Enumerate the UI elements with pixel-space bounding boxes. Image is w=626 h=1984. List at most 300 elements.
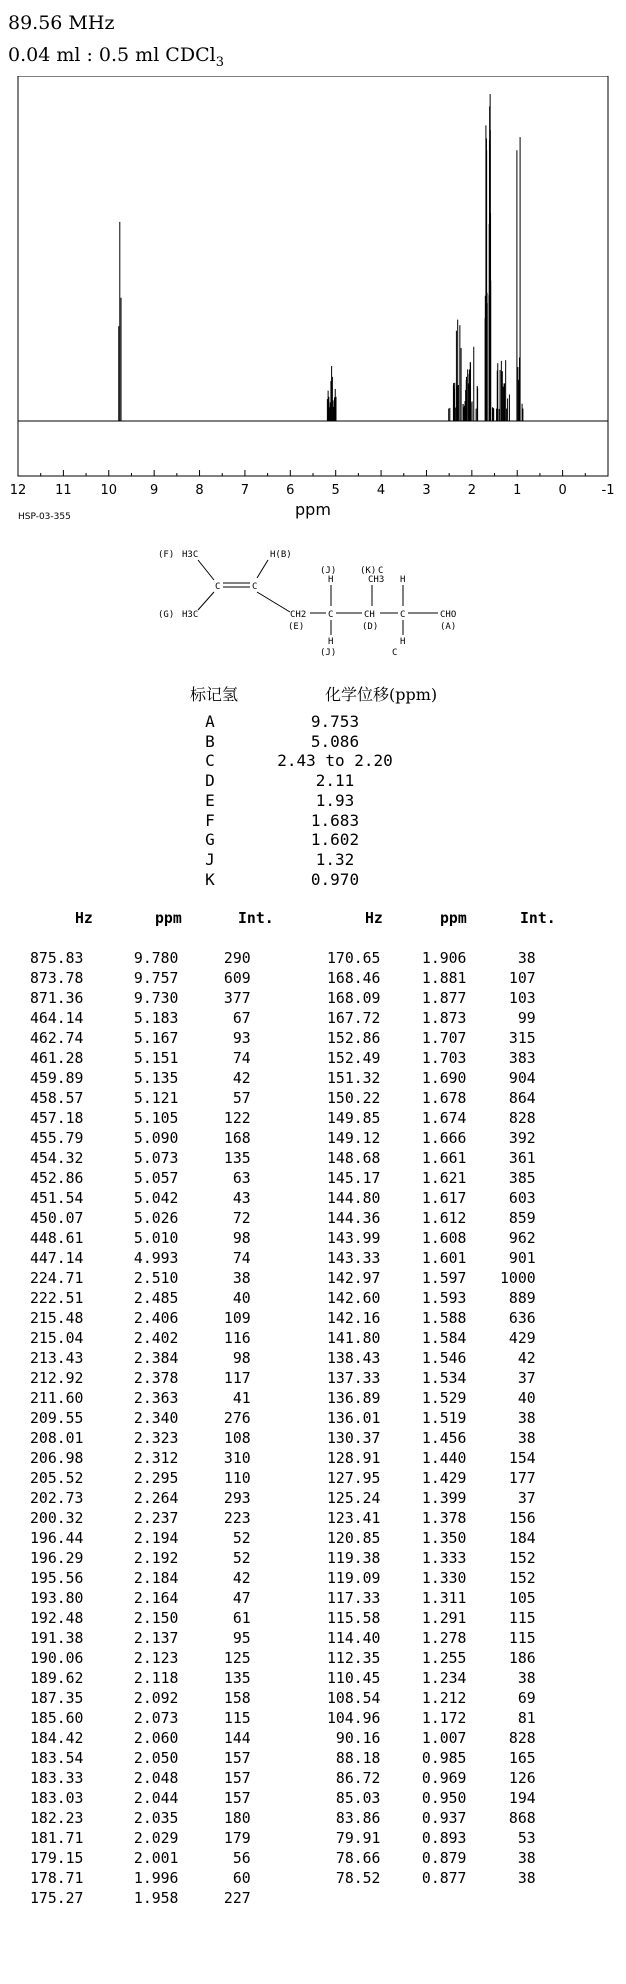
peak-cell-left-ppm: 2.118 — [125, 1670, 179, 1687]
peak-cell-left-int: 157 — [215, 1770, 251, 1787]
peak-cell-left-hz: 183.33 — [30, 1770, 84, 1787]
x-tick-label: 3 — [422, 483, 431, 498]
peak-cell-left-ppm: 2.264 — [125, 1490, 179, 1507]
assignment-shift: 1.93 — [315, 790, 355, 810]
peak-cell-right-hz: 144.80 — [327, 1190, 381, 1207]
peak-cell-right-hz: 127.95 — [327, 1470, 381, 1487]
peak-cell-left-hz: 190.06 — [30, 1650, 84, 1667]
peak-cell-right-hz: 142.60 — [327, 1290, 381, 1307]
peak-cell-right-hz: 120.85 — [327, 1530, 381, 1547]
peak-cell-right-int: 186 — [500, 1650, 536, 1667]
peak-cell-right-ppm: 1.456 — [413, 1430, 467, 1447]
assignment-col-shift: 化学位移(ppm) — [325, 685, 438, 704]
peak-cell-right-hz: 119.38 — [327, 1550, 381, 1567]
peak-cell-left-int: 95 — [215, 1630, 251, 1647]
peak-cell-right-ppm: 1.378 — [413, 1510, 467, 1527]
peak-cell-right-hz: 104.96 — [327, 1710, 381, 1727]
peak-cell-right-hz: 152.49 — [327, 1050, 381, 1067]
peak-cell-right-int: 115 — [500, 1610, 536, 1627]
peak-cell-left-hz: 196.29 — [30, 1550, 84, 1567]
peak-cell-right-hz: 119.09 — [327, 1570, 381, 1587]
peak-cell-left-ppm: 2.050 — [125, 1750, 179, 1767]
peak-cell-right-hz: 151.32 — [327, 1070, 381, 1087]
peak-cell-right-hz: 78.52 — [327, 1870, 381, 1887]
assignment-shift: 9.753 — [310, 712, 360, 731]
peak-cell-left-hz: 183.03 — [30, 1790, 84, 1807]
peak-cell-left-ppm: 2.060 — [125, 1730, 179, 1747]
peak-cell-left-ppm: 2.312 — [125, 1450, 179, 1467]
peak-cell-right-hz: 149.12 — [327, 1130, 381, 1147]
peak-cell-left-int: 157 — [215, 1750, 251, 1767]
bond-f — [198, 560, 214, 580]
peak-cell-right-int: 1000 — [500, 1270, 536, 1287]
label-A: (A) — [440, 622, 457, 632]
sample-info-text: 0.04 ml : 0.5 ml CDCl — [8, 44, 216, 66]
label-c2: C — [252, 582, 258, 592]
peak-cell-right-int: 828 — [500, 1730, 536, 1747]
spectrometer-frequency: 89.56 MHz — [8, 12, 115, 34]
peak-cell-left-int: 42 — [215, 1570, 251, 1587]
label-c1: C — [215, 582, 221, 592]
peak-cell-left-hz: 179.15 — [30, 1850, 84, 1867]
assignment-row — [185, 712, 485, 732]
x-tick-label: 2 — [467, 483, 476, 498]
peak-cell-right-int: 40 — [500, 1390, 536, 1407]
peak-cell-right-ppm: 1.612 — [413, 1210, 467, 1227]
peak-cell-left-hz: 457.18 — [30, 1110, 84, 1127]
peak-cell-left-hz: 185.60 — [30, 1710, 84, 1727]
peak-cell-left-hz: 202.73 — [30, 1490, 84, 1507]
peak-cell-left-int: 377 — [215, 990, 251, 1007]
header-ppm-right: ppm — [440, 910, 467, 927]
peak-cell-right-hz: 142.16 — [327, 1310, 381, 1327]
peak-cell-right-hz: 85.03 — [327, 1790, 381, 1807]
peak-cell-right-hz: 123.41 — [327, 1510, 381, 1527]
peak-cell-right-int: 315 — [500, 1030, 536, 1047]
label-D: (D) — [362, 622, 379, 632]
label-h-bot2: H — [400, 637, 406, 647]
peak-cell-left-ppm: 2.164 — [125, 1590, 179, 1607]
peak-cell-left-ppm: 2.044 — [125, 1790, 179, 1807]
peak-cell-left-int: 98 — [215, 1230, 251, 1247]
peak-cell-right-hz: 143.33 — [327, 1250, 381, 1267]
peak-cell-left-hz: 215.04 — [30, 1330, 84, 1347]
label-C-bottom: C — [392, 648, 398, 658]
peak-cell-right-ppm: 1.617 — [413, 1190, 467, 1207]
peak-cell-right-hz: 145.17 — [327, 1170, 381, 1187]
assignment-label: D — [205, 771, 215, 791]
peak-cell-right-int: 385 — [500, 1170, 536, 1187]
peak-cell-right-int: 38 — [500, 1870, 536, 1887]
peak-cell-right-hz: 168.09 — [327, 990, 381, 1007]
peak-cell-left-ppm: 2.485 — [125, 1290, 179, 1307]
peak-cell-left-hz: 182.23 — [30, 1810, 84, 1827]
peak-cell-right-ppm: 0.969 — [413, 1770, 467, 1787]
peak-cell-left-int: 57 — [215, 1090, 251, 1107]
peak-cell-right-int: 603 — [500, 1190, 536, 1207]
peak-cell-left-hz: 464.14 — [30, 1010, 84, 1027]
x-tick-label: 1 — [513, 483, 522, 498]
assignment-label: K — [205, 869, 215, 889]
assignment-row — [185, 791, 485, 811]
peak-cell-left-int: 63 — [215, 1170, 251, 1187]
peak-cell-left-int: 227 — [215, 1890, 251, 1907]
peak-cell-left-int: 117 — [215, 1370, 251, 1387]
peak-cell-right-hz: 136.89 — [327, 1390, 381, 1407]
spectrum-code: HSP-03-355 — [18, 512, 71, 522]
peak-cell-right-ppm: 1.440 — [413, 1450, 467, 1467]
peak-cell-right-ppm: 1.350 — [413, 1530, 467, 1547]
peak-cell-right-hz: 152.86 — [327, 1030, 381, 1047]
peak-cell-right-ppm: 0.877 — [413, 1870, 467, 1887]
label-ch3: CH3 — [368, 575, 385, 585]
peak-cell-right-ppm: 0.937 — [413, 1810, 467, 1827]
header-int-right: Int. — [520, 910, 556, 927]
peak-cell-left-hz: 189.62 — [30, 1670, 84, 1687]
peak-cell-right-ppm: 1.703 — [413, 1050, 467, 1067]
assignment-row — [185, 850, 485, 870]
peak-cell-left-hz: 187.35 — [30, 1690, 84, 1707]
peak-cell-left-hz: 200.32 — [30, 1510, 84, 1527]
peak-cell-right-ppm: 1.234 — [413, 1670, 467, 1687]
peak-cell-left-ppm: 5.105 — [125, 1110, 179, 1127]
peak-cell-left-int: 110 — [215, 1470, 251, 1487]
peak-cell-left-hz: 175.27 — [30, 1890, 84, 1907]
peak-cell-left-hz: 193.80 — [30, 1590, 84, 1607]
peak-cell-left-ppm: 5.121 — [125, 1090, 179, 1107]
peak-cell-left-int: 56 — [215, 1850, 251, 1867]
peak-cell-left-ppm: 1.996 — [125, 1870, 179, 1887]
assignment-row — [185, 751, 485, 771]
header-ppm-left: ppm — [155, 910, 182, 927]
peak-cell-left-int: 108 — [215, 1430, 251, 1447]
peak-cell-left-hz: 458.57 — [30, 1090, 84, 1107]
peak-cell-left-int: 52 — [215, 1550, 251, 1567]
peak-cell-right-hz: 167.72 — [327, 1010, 381, 1027]
peak-cell-right-int: 42 — [500, 1350, 536, 1367]
peak-cell-left-hz: 183.54 — [30, 1750, 84, 1767]
assignment-shift: 1.602 — [310, 830, 360, 850]
assignment-label: E — [205, 790, 215, 810]
peak-cell-left-int: 115 — [215, 1710, 251, 1727]
sample-info-subscript: 3 — [215, 54, 224, 70]
peak-cell-left-ppm: 2.001 — [125, 1850, 179, 1867]
peak-cell-left-hz: 454.32 — [30, 1150, 84, 1167]
peak-cell-right-ppm: 1.707 — [413, 1030, 467, 1047]
peak-cell-left-int: 223 — [215, 1510, 251, 1527]
x-axis-label: ppm — [295, 500, 331, 519]
peak-cell-right-ppm: 1.519 — [413, 1410, 467, 1427]
label-J-top: (J) — [320, 566, 337, 576]
label-ch2: CH2 — [290, 610, 307, 620]
peak-cell-right-int: 81 — [500, 1710, 536, 1727]
peak-cell-right-int: 115 — [500, 1630, 536, 1647]
assignment-label: C — [205, 751, 215, 771]
peak-cell-right-ppm: 1.621 — [413, 1170, 467, 1187]
peak-cell-right-int: 864 — [500, 1090, 536, 1107]
peak-cell-right-int: 126 — [500, 1770, 536, 1787]
peak-cell-left-int: 93 — [215, 1030, 251, 1047]
peak-cell-right-hz: 83.86 — [327, 1810, 381, 1827]
peak-cell-right-int: 38 — [500, 1670, 536, 1687]
header-hz-right: Hz — [365, 910, 383, 927]
x-tick-label: 10 — [100, 483, 118, 498]
peak-cell-left-int: 60 — [215, 1870, 251, 1887]
peak-cell-left-hz: 184.42 — [30, 1730, 84, 1747]
assignment-label: A — [205, 712, 215, 731]
label-E: (E) — [288, 622, 305, 632]
peak-cell-left-ppm: 2.402 — [125, 1330, 179, 1347]
peak-cell-left-ppm: 5.057 — [125, 1170, 179, 1187]
peak-cell-right-int: 904 — [500, 1070, 536, 1087]
peak-cell-left-int: 179 — [215, 1830, 251, 1847]
peak-cell-right-hz: 90.16 — [327, 1730, 381, 1747]
peak-cell-right-ppm: 1.278 — [413, 1630, 467, 1647]
peak-cell-left-ppm: 5.026 — [125, 1210, 179, 1227]
label-ch-d: CH — [364, 610, 375, 620]
peak-cell-right-int: 152 — [500, 1570, 536, 1587]
peak-cell-left-int: 157 — [215, 1790, 251, 1807]
peak-cell-right-ppm: 1.674 — [413, 1110, 467, 1127]
peak-cell-left-ppm: 2.192 — [125, 1550, 179, 1567]
label-h-bot1: H — [328, 637, 334, 647]
assignment-row — [185, 811, 485, 831]
peak-cell-left-ppm: 2.073 — [125, 1710, 179, 1727]
peak-cell-right-hz: 143.99 — [327, 1230, 381, 1247]
peak-cell-left-ppm: 2.137 — [125, 1630, 179, 1647]
peak-cell-right-ppm: 1.429 — [413, 1470, 467, 1487]
peak-cell-right-ppm: 1.212 — [413, 1690, 467, 1707]
peak-cell-right-int: 165 — [500, 1750, 536, 1767]
peak-cell-left-ppm: 2.406 — [125, 1310, 179, 1327]
peak-cell-right-hz: 115.58 — [327, 1610, 381, 1627]
peak-cell-left-int: 72 — [215, 1210, 251, 1227]
x-tick-label: 12 — [9, 483, 27, 498]
peak-cell-left-ppm: 5.183 — [125, 1010, 179, 1027]
peak-cell-right-hz: 79.91 — [327, 1830, 381, 1847]
peak-cell-left-hz: 212.92 — [30, 1370, 84, 1387]
peak-cell-left-hz: 447.14 — [30, 1250, 84, 1267]
peak-cell-left-hz: 455.79 — [30, 1130, 84, 1147]
peak-cell-right-int: 828 — [500, 1110, 536, 1127]
peak-cell-right-int: 99 — [500, 1010, 536, 1027]
peak-cell-left-ppm: 9.730 — [125, 990, 179, 1007]
peak-cell-right-hz: 149.85 — [327, 1110, 381, 1127]
peak-cell-left-ppm: 2.092 — [125, 1690, 179, 1707]
peak-cell-right-ppm: 1.291 — [413, 1610, 467, 1627]
peak-cell-right-int: 429 — [500, 1330, 536, 1347]
peak-cell-left-hz: 450.07 — [30, 1210, 84, 1227]
peak-cell-left-hz: 452.86 — [30, 1170, 84, 1187]
peak-cell-right-ppm: 0.879 — [413, 1850, 467, 1867]
peak-cell-left-ppm: 2.029 — [125, 1830, 179, 1847]
peak-cell-left-hz: 461.28 — [30, 1050, 84, 1067]
peak-cell-right-ppm: 1.255 — [413, 1650, 467, 1667]
structure-bonds — [198, 560, 438, 635]
peak-cell-left-int: 61 — [215, 1610, 251, 1627]
peak-cell-right-ppm: 1.661 — [413, 1150, 467, 1167]
peak-cell-left-ppm: 2.123 — [125, 1650, 179, 1667]
peak-cell-left-hz: 451.54 — [30, 1190, 84, 1207]
peak-cell-right-int: 154 — [500, 1450, 536, 1467]
peak-cell-left-ppm: 5.073 — [125, 1150, 179, 1167]
assignment-label: F — [205, 810, 215, 830]
peak-cell-right-ppm: 1.873 — [413, 1010, 467, 1027]
label-cho: CHO — [440, 610, 457, 620]
peak-cell-right-hz: 142.97 — [327, 1270, 381, 1287]
peak-cell-right-int: 53 — [500, 1830, 536, 1847]
peak-cell-left-ppm: 2.510 — [125, 1270, 179, 1287]
peak-cell-right-hz: 114.40 — [327, 1630, 381, 1647]
peak-cell-right-int: 962 — [500, 1230, 536, 1247]
peak-cell-left-int: 38 — [215, 1270, 251, 1287]
peak-cell-right-hz: 86.72 — [327, 1770, 381, 1787]
peak-cell-left-hz: 215.48 — [30, 1310, 84, 1327]
peak-cell-right-hz: 148.68 — [327, 1150, 381, 1167]
peak-cell-right-ppm: 1.666 — [413, 1130, 467, 1147]
peak-cell-left-hz: 192.48 — [30, 1610, 84, 1627]
x-tick-label: 5 — [331, 483, 340, 498]
peak-cell-left-ppm: 5.135 — [125, 1070, 179, 1087]
peak-cell-left-hz: 196.44 — [30, 1530, 84, 1547]
peak-cell-left-hz: 211.60 — [30, 1390, 84, 1407]
peak-cell-left-ppm: 2.048 — [125, 1770, 179, 1787]
peak-cell-right-ppm: 1.608 — [413, 1230, 467, 1247]
label-h-top1: H — [328, 575, 334, 585]
peak-cell-right-ppm: 1.172 — [413, 1710, 467, 1727]
assignment-shift: 5.086 — [310, 731, 360, 751]
peak-cell-left-hz: 181.71 — [30, 1830, 84, 1847]
peak-cell-right-ppm: 1.584 — [413, 1330, 467, 1347]
peak-cell-right-int: 38 — [500, 1850, 536, 1867]
assignment-shift: 2.43 to 2.20 — [277, 751, 393, 771]
bond-e — [257, 592, 290, 612]
peak-cell-left-int: 122 — [215, 1110, 251, 1127]
peak-cell-right-int: 859 — [500, 1210, 536, 1227]
peak-cell-right-ppm: 1.597 — [413, 1270, 467, 1287]
peak-cell-right-ppm: 1.881 — [413, 970, 467, 987]
peak-cell-left-int: 125 — [215, 1650, 251, 1667]
peak-cell-right-hz: 138.43 — [327, 1350, 381, 1367]
peak-cell-left-hz: 222.51 — [30, 1290, 84, 1307]
peak-cell-right-ppm: 0.985 — [413, 1750, 467, 1767]
header-int-left: Int. — [238, 910, 274, 927]
peak-cell-left-hz: 873.78 — [30, 970, 84, 987]
peak-cell-left-hz: 213.43 — [30, 1350, 84, 1367]
peak-cell-left-int: 144 — [215, 1730, 251, 1747]
peak-cell-right-int: 177 — [500, 1470, 536, 1487]
peak-cell-left-int: 43 — [215, 1190, 251, 1207]
peak-cell-left-int: 290 — [215, 950, 251, 967]
header-hz-left: Hz — [75, 910, 93, 927]
label-G: (G) — [158, 610, 175, 620]
assignment-shift: 0.970 — [310, 869, 360, 889]
peak-cell-left-ppm: 2.295 — [125, 1470, 179, 1487]
peak-cell-right-int: 889 — [500, 1290, 536, 1307]
peak-cell-right-int: 103 — [500, 990, 536, 1007]
peak-cell-left-int: 47 — [215, 1590, 251, 1607]
label-C-top: C — [378, 566, 384, 576]
peak-cell-left-ppm: 4.993 — [125, 1250, 179, 1267]
peak-cell-left-hz: 209.55 — [30, 1410, 84, 1427]
assignment-label: G — [205, 830, 215, 850]
peak-cell-left-hz: 462.74 — [30, 1030, 84, 1047]
peak-cell-right-hz: 170.65 — [327, 950, 381, 967]
peak-cell-right-hz: 150.22 — [327, 1090, 381, 1107]
bond-g — [198, 592, 214, 610]
peak-cell-right-int: 107 — [500, 970, 536, 987]
peak-cell-right-int: 38 — [500, 1430, 536, 1447]
peak-cell-left-ppm: 2.363 — [125, 1390, 179, 1407]
molecular-structure — [150, 540, 490, 670]
peak-cell-left-int: 180 — [215, 1810, 251, 1827]
peak-cell-right-int: 901 — [500, 1250, 536, 1267]
peak-cell-right-hz: 117.33 — [327, 1590, 381, 1607]
peak-cell-left-int: 158 — [215, 1690, 251, 1707]
peak-cell-right-int: 383 — [500, 1050, 536, 1067]
peak-cell-left-ppm: 2.184 — [125, 1570, 179, 1587]
peak-cell-right-ppm: 1.311 — [413, 1590, 467, 1607]
peak-cell-right-int: 69 — [500, 1690, 536, 1707]
peak-cell-right-hz: 137.33 — [327, 1370, 381, 1387]
x-tick-label: 11 — [55, 483, 72, 498]
peak-cell-right-hz: 108.54 — [327, 1690, 381, 1707]
x-tick-label: -1 — [601, 483, 615, 498]
assignment-list — [185, 712, 485, 889]
peak-cell-right-ppm: 1.333 — [413, 1550, 467, 1567]
x-tick-label: 8 — [195, 483, 204, 498]
assignment-row — [185, 732, 485, 752]
peak-cell-right-int: 37 — [500, 1370, 536, 1387]
peak-cell-right-ppm: 0.893 — [413, 1830, 467, 1847]
x-axis-tick-labels — [10, 483, 615, 498]
peak-cell-left-ppm: 5.090 — [125, 1130, 179, 1147]
peak-cell-right-ppm: 1.399 — [413, 1490, 467, 1507]
assignment-row — [185, 870, 485, 890]
peak-cell-right-hz: 136.01 — [327, 1410, 381, 1427]
label-F: (F) — [158, 550, 175, 560]
peak-cell-right-int: 194 — [500, 1790, 536, 1807]
x-tick-label: 6 — [286, 483, 295, 498]
peak-cell-right-int: 37 — [500, 1490, 536, 1507]
peak-cell-left-ppm: 1.958 — [125, 1890, 179, 1907]
peak-cell-left-ppm: 2.194 — [125, 1530, 179, 1547]
x-axis-ticks — [18, 470, 608, 476]
assignment-col-label: 标记氢 — [190, 685, 239, 704]
x-tick-label: 4 — [376, 483, 386, 498]
peak-cell-left-int: 41 — [215, 1390, 251, 1407]
peak-cell-left-ppm: 5.042 — [125, 1190, 179, 1207]
peak-cell-right-hz: 130.37 — [327, 1430, 381, 1447]
peak-cell-left-int: 52 — [215, 1530, 251, 1547]
peak-cell-right-hz: 141.80 — [327, 1330, 381, 1347]
sample-info — [8, 44, 224, 70]
peak-cell-left-int: 293 — [215, 1490, 251, 1507]
peak-cell-right-hz: 88.18 — [327, 1750, 381, 1767]
peak-cell-left-int: 67 — [215, 1010, 251, 1027]
peak-cell-right-ppm: 1.546 — [413, 1350, 467, 1367]
peak-cell-right-ppm: 1.330 — [413, 1570, 467, 1587]
x-tick-label: 0 — [558, 483, 567, 498]
peak-cell-left-int: 109 — [215, 1310, 251, 1327]
peak-cell-left-hz: 459.89 — [30, 1070, 84, 1087]
peak-cell-right-hz: 168.46 — [327, 970, 381, 987]
peak-cell-right-ppm: 1.906 — [413, 950, 467, 967]
peak-cell-right-ppm: 1.678 — [413, 1090, 467, 1107]
peak-cell-right-int: 105 — [500, 1590, 536, 1607]
peak-cell-left-ppm: 2.340 — [125, 1410, 179, 1427]
assignment-row — [185, 771, 485, 791]
